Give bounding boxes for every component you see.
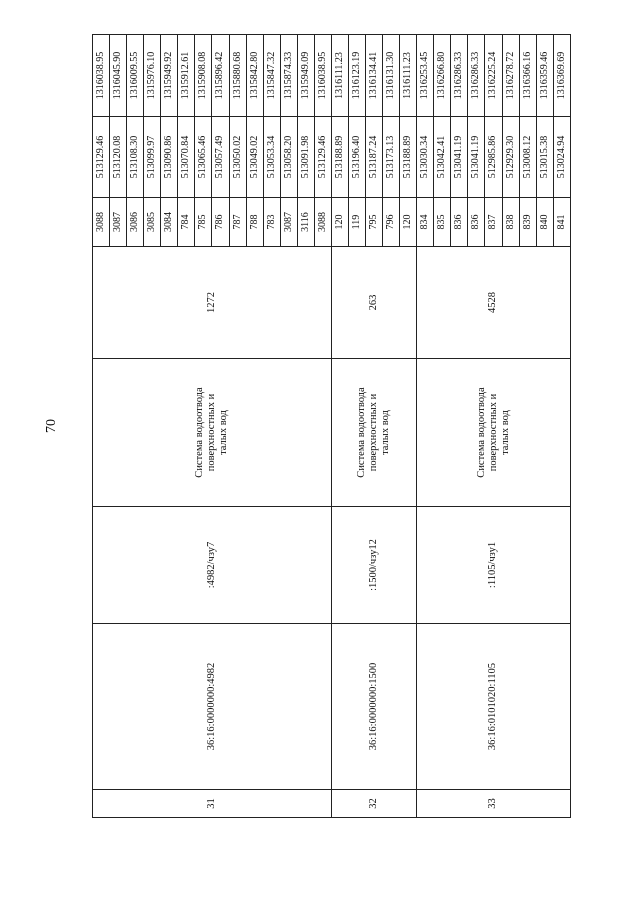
parcel-designation: :4982/чзу7 (93, 507, 332, 624)
coord-x: 513042.41 (434, 117, 451, 198)
coord-y: 1316369.69 (553, 35, 570, 117)
point-number: 3088 (314, 198, 331, 247)
coord-y: 1315874.33 (280, 35, 297, 117)
point-number: 3087 (110, 198, 127, 247)
table-row (417, 35, 434, 818)
coord-y: 1316366.16 (519, 35, 536, 117)
point-number: 785 (195, 198, 212, 247)
coord-x: 513053.34 (263, 117, 280, 198)
table-row (331, 35, 348, 818)
point-number: 3085 (144, 198, 161, 247)
coord-x: 513120.08 (110, 117, 127, 198)
point-number: 120 (331, 198, 348, 247)
parcel-purpose (417, 359, 571, 507)
coord-x: 513173.13 (383, 117, 400, 198)
coord-y: 1315949.09 (297, 35, 314, 117)
point-number: 834 (417, 198, 434, 247)
coord-x: 513188.89 (331, 117, 348, 198)
point-number: 3087 (280, 198, 297, 247)
parcel-area: 263 (331, 247, 416, 359)
coord-y: 1316045.90 (110, 35, 127, 117)
coord-y: 1315908.08 (195, 35, 212, 117)
coord-y: 1316278.72 (502, 35, 519, 117)
point-number: 795 (366, 198, 383, 247)
coord-y: 1315880.68 (229, 35, 246, 117)
parcel-designation: :1500/чзу12 (331, 507, 416, 624)
coord-x: 513070.84 (178, 117, 195, 198)
point-number: 119 (348, 198, 365, 247)
coord-x: 513057.49 (212, 117, 229, 198)
point-number: 120 (400, 198, 417, 247)
point-number: 788 (246, 198, 263, 247)
point-number: 838 (502, 198, 519, 247)
coord-y: 1315949.92 (161, 35, 178, 117)
coord-y: 1316111.23 (400, 35, 417, 117)
coord-x: 513041.19 (468, 117, 485, 198)
coord-y: 1316286.33 (468, 35, 485, 117)
coord-y: 1316134.41 (366, 35, 383, 117)
table-body (93, 35, 571, 818)
coord-x: 512985.86 (485, 117, 502, 198)
coord-x: 513008.12 (519, 117, 536, 198)
coord-y: 1316253.45 (417, 35, 434, 117)
coord-x: 513058.20 (280, 117, 297, 198)
cadastral-number: 36:16:0000000:1500 (331, 624, 416, 790)
point-number: 836 (451, 198, 468, 247)
coord-y: 1316225.24 (485, 35, 502, 117)
coord-x: 513090.86 (161, 117, 178, 198)
parcel-purpose-text: Система водоотвода поверхностных и талых вод (193, 387, 229, 478)
parcel-purpose (331, 359, 416, 507)
coord-x: 513050.02 (229, 117, 246, 198)
coord-y: 1316131.30 (383, 35, 400, 117)
coord-x: 513015.38 (536, 117, 553, 198)
point-number: 835 (434, 198, 451, 247)
coord-y: 1315847.32 (263, 35, 280, 117)
coord-y: 1316359.46 (536, 35, 553, 117)
coord-x: 513196.40 (348, 117, 365, 198)
point-number: 796 (383, 198, 400, 247)
coord-y: 1316111.23 (331, 35, 348, 117)
coordinates-table (92, 34, 571, 818)
coord-y: 1315842.80 (246, 35, 263, 117)
coord-y: 1316123.19 (348, 35, 365, 117)
point-number: 841 (553, 198, 570, 247)
rotated-table-wrapper (92, 35, 571, 818)
coord-x: 513099.97 (144, 117, 161, 198)
parcel-purpose (93, 359, 332, 507)
page-number: 70 (44, 419, 59, 433)
cadastral-number: 36:16:0000000:4982 (93, 624, 332, 790)
coord-x: 513091.98 (297, 117, 314, 198)
point-number: 787 (229, 198, 246, 247)
parcel-area: 1272 (93, 247, 332, 359)
coord-x: 513108.30 (127, 117, 144, 198)
point-number: 839 (519, 198, 536, 247)
point-number: 783 (263, 198, 280, 247)
parcel-area: 4528 (417, 247, 571, 359)
row-number: 31 (93, 790, 332, 818)
point-number: 3116 (297, 198, 314, 247)
coord-x: 512929.30 (502, 117, 519, 198)
document-sheet (92, 35, 571, 818)
row-number: 32 (331, 790, 416, 818)
point-number: 840 (536, 198, 553, 247)
point-number: 784 (178, 198, 195, 247)
coord-x: 513188.89 (400, 117, 417, 198)
row-number: 33 (417, 790, 571, 818)
coord-y: 1316286.33 (451, 35, 468, 117)
coord-x: 513041.19 (451, 117, 468, 198)
coord-x: 513030.34 (417, 117, 434, 198)
cadastral-number: 36:16:0101020:1105 (417, 624, 571, 790)
coord-y: 1316038.95 (314, 35, 331, 117)
point-number: 3088 (93, 198, 110, 247)
coord-y: 1315976.10 (144, 35, 161, 117)
point-number: 836 (468, 198, 485, 247)
point-number: 3086 (127, 198, 144, 247)
coord-x: 513024.94 (553, 117, 570, 198)
coord-x: 513129.46 (314, 117, 331, 198)
coord-x: 513187.24 (366, 117, 383, 198)
parcel-purpose-text: Система водоотвода поверхностных и талых вод (475, 387, 511, 478)
coord-x: 513129.46 (93, 117, 110, 198)
coord-y: 1315912.61 (178, 35, 195, 117)
parcel-designation: :1105/чзу1 (417, 507, 571, 624)
coord-x: 513049.02 (246, 117, 263, 198)
point-number: 3084 (161, 198, 178, 247)
coord-y: 1316009.55 (127, 35, 144, 117)
point-number: 837 (485, 198, 502, 247)
coord-y: 1315896.42 (212, 35, 229, 117)
point-number: 786 (212, 198, 229, 247)
table-row (93, 35, 110, 818)
coord-y: 1316266.80 (434, 35, 451, 117)
coord-y: 1316038.95 (93, 35, 110, 117)
coord-x: 513065.46 (195, 117, 212, 198)
parcel-purpose-text: Система водоотвода поверхностных и талых вод (355, 387, 392, 478)
